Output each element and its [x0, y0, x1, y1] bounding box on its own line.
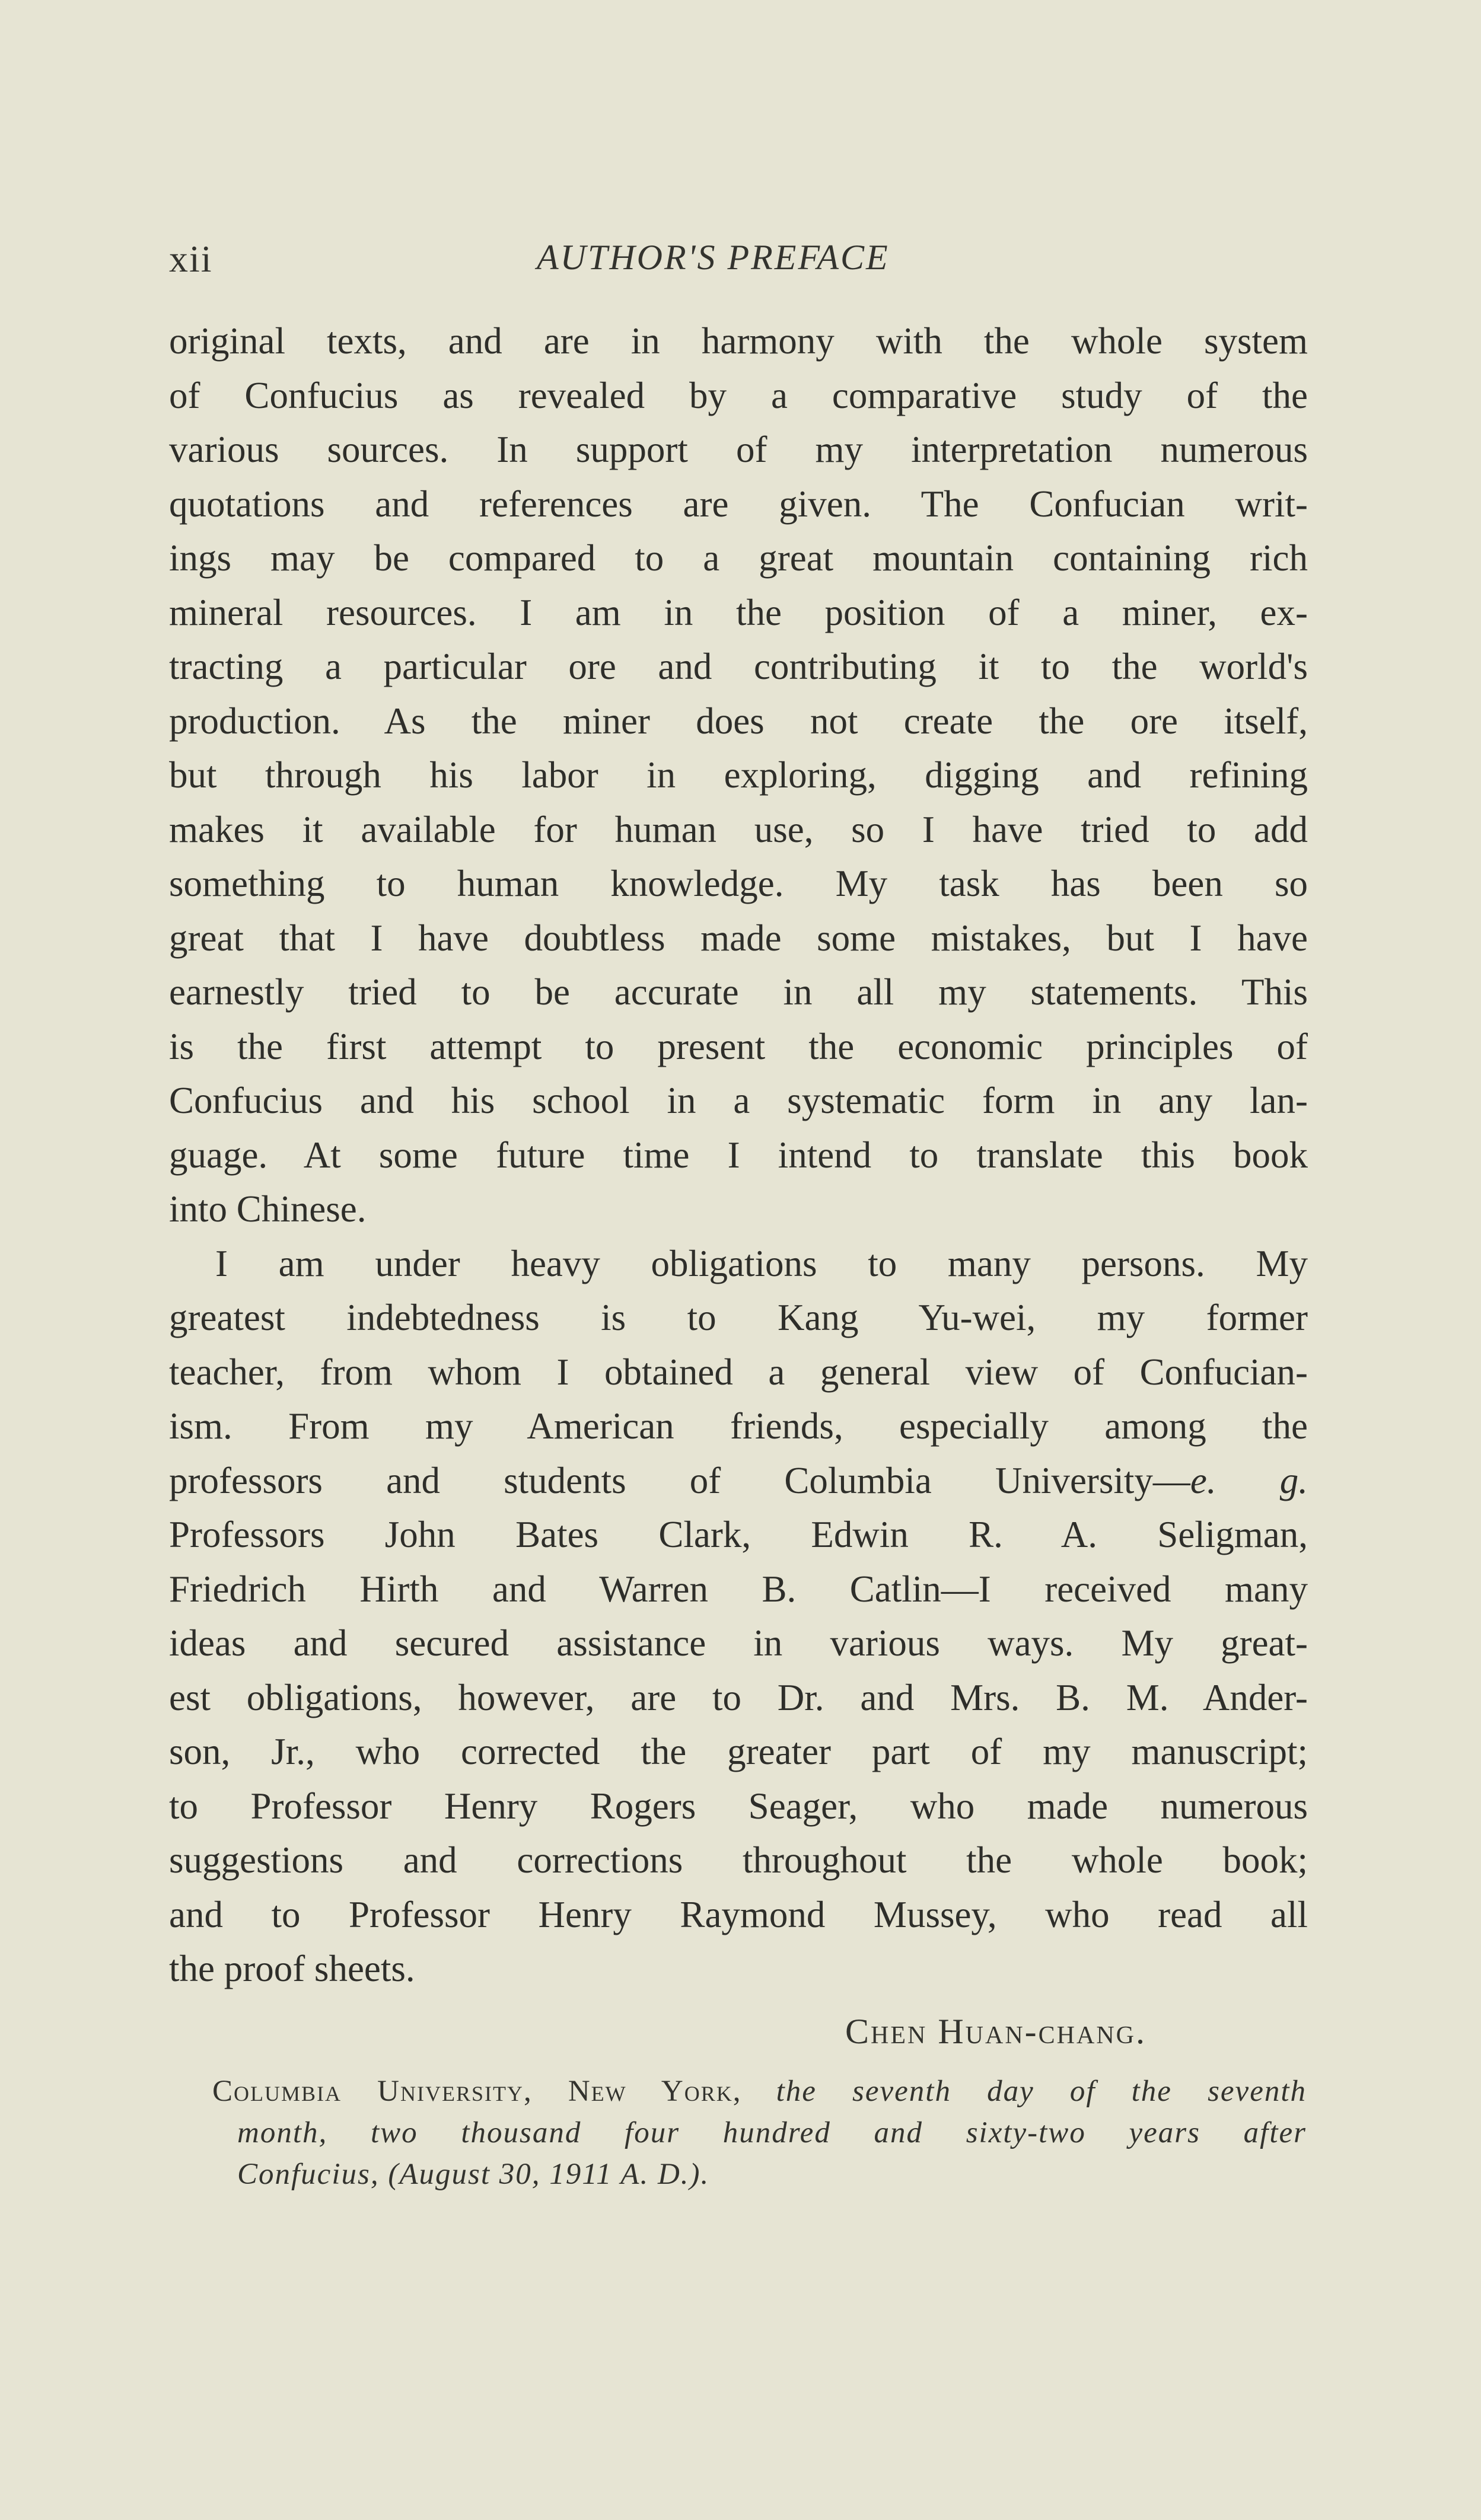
- text-line: makes it available for human use, so I have tried to add: [169, 808, 1308, 850]
- text-line: ings may be compared to a great mountain containing rich: [169, 537, 1308, 579]
- dateline-place: Columbia University, New York,: [212, 2075, 742, 2108]
- author-signature: Chen Huan-chang.: [845, 2012, 1146, 2051]
- text-line: earnestly tried to be accurate in all my statements. This: [169, 971, 1308, 1013]
- text-line: quotations and references are given. The Confucian writ-: [169, 483, 1308, 525]
- dateline-date-start: the seventh day of the seventh: [776, 2075, 1307, 2108]
- text-line: of Confucius as revealed by a comparative study of the: [169, 374, 1308, 416]
- dateline: [212, 2071, 1307, 2195]
- text-line: something to human knowledge. My task has been so: [169, 863, 1308, 904]
- text-line: son, Jr., who corrected the greater part of my manuscript;: [169, 1731, 1308, 1772]
- eg-abbreviation: e. g.: [1190, 1459, 1308, 1501]
- text-fragment: professors and students of Columbia University—: [169, 1459, 1190, 1501]
- text-line: tracting a particular ore and contributing it to the world's: [169, 646, 1308, 687]
- text-line: production. As the miner does not create the ore itself,: [169, 700, 1308, 742]
- page-number: xii: [169, 238, 213, 280]
- text-line: suggestions and corrections throughout the whole book;: [169, 1839, 1308, 1881]
- text-line: various sources. In support of my interpretation numerous: [169, 429, 1308, 470]
- text-line: and to Professor Henry Raymond Mussey, who read all: [169, 1893, 1308, 1935]
- body-text: [169, 314, 1308, 1996]
- text-line: ism. From my American friends, especially among the: [169, 1405, 1308, 1447]
- text-line: I am under heavy obligations to many persons. My: [215, 1242, 1308, 1284]
- text-line: greatest indebtedness is to Kang Yu-wei, my former: [169, 1297, 1308, 1338]
- text-line: Confucius and his school in a systematic form in any lan-: [169, 1080, 1308, 1121]
- paragraph-acknowledgements: [169, 1237, 1308, 1996]
- text-line-with-abbrev: [169, 1454, 1308, 1508]
- text-line: guage. At some future time I intend to translate this book: [169, 1134, 1308, 1176]
- text-line: the proof sheets.: [169, 1948, 415, 1989]
- text-line: into Chinese.: [169, 1188, 367, 1230]
- text-line: to Professor Henry Rogers Seager, who made numerous: [169, 1785, 1308, 1827]
- text-line: is the first attempt to present the economic principles of: [169, 1025, 1308, 1067]
- running-head: [169, 237, 1308, 291]
- dateline-row: [212, 2071, 1307, 2112]
- text-line: original texts, and are in harmony with the whole system: [169, 320, 1308, 362]
- text-line: est obligations, however, are to Dr. and Mrs. B. M. Ander-: [169, 1676, 1308, 1718]
- text-line: great that I have doubtless made some mistakes, but I have: [169, 917, 1308, 959]
- text-line: Friedrich Hirth and Warren B. Catlin—I received many: [169, 1568, 1308, 1610]
- paragraph-continuation: [169, 314, 1308, 1237]
- text-line: ideas and secured assistance in various ways. My great-: [169, 1622, 1308, 1664]
- text-line: mineral resources. I am in the position of a miner, ex-: [169, 591, 1308, 633]
- dateline-row: month, two thousand four hundred and sixty-two years after: [237, 2116, 1307, 2149]
- text-line: but through his labor in exploring, digging and refining: [169, 754, 1308, 796]
- text-line: teacher, from whom I obtained a general view of Confucian-: [169, 1351, 1308, 1393]
- running-title: AUTHOR'S PREFACE: [537, 238, 890, 277]
- text-line: Professors John Bates Clark, Edwin R. A. Seligman,: [169, 1514, 1308, 1555]
- dateline-row: Confucius, (August 30, 1911 A. D.).: [237, 2158, 710, 2191]
